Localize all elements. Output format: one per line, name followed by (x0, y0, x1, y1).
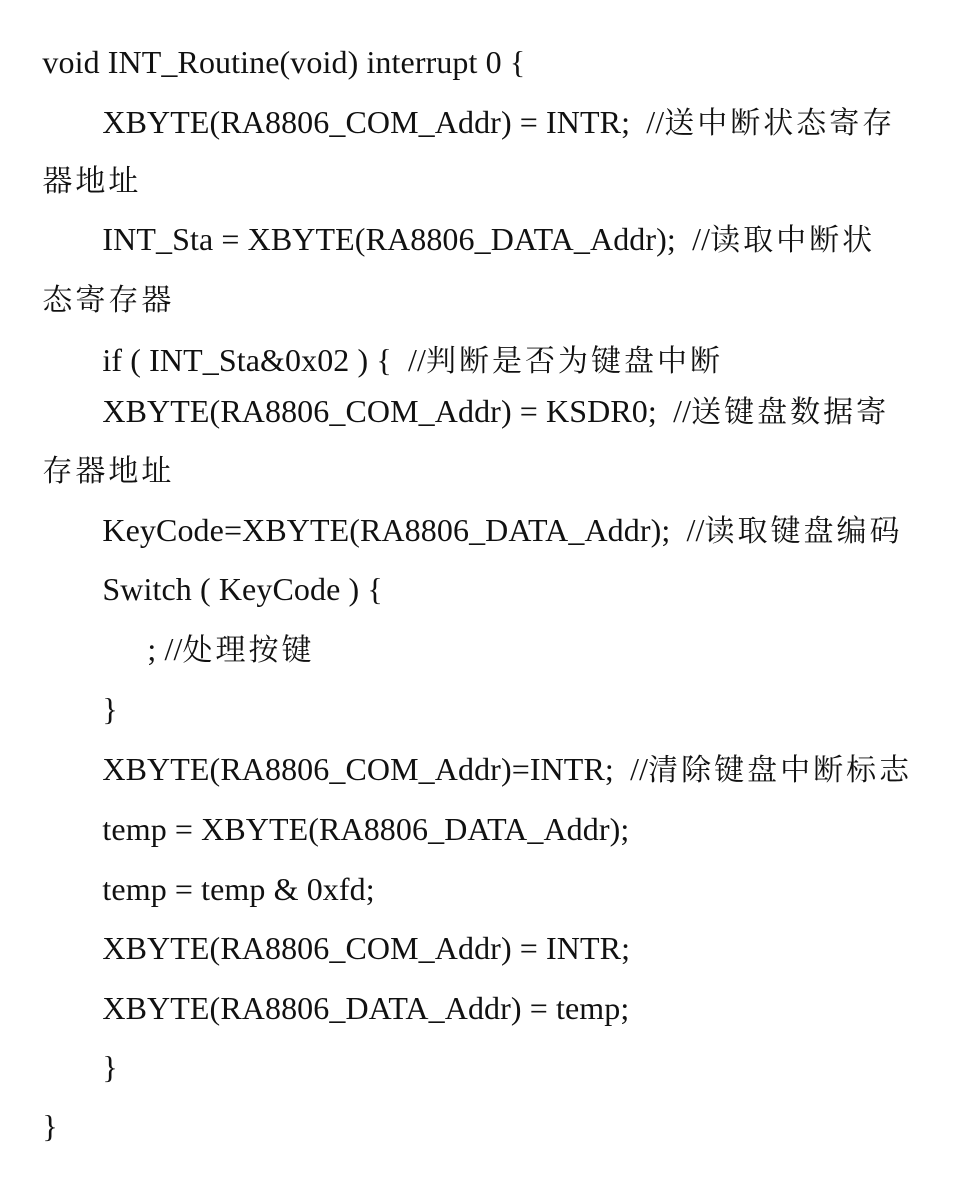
code-text: } (42, 1108, 58, 1144)
code-text: KeyCode=XBYTE(RA8806_DATA_Addr); // (102, 512, 705, 548)
code-text: XBYTE(RA8806_COM_Addr)=INTR; // (102, 751, 649, 787)
code-text: } (102, 1049, 118, 1085)
comment-text: 清除键盘中断标志 (648, 753, 913, 788)
code-line-send-key-data-register (70, 351, 889, 473)
code-text: } (102, 691, 118, 727)
code-line-close-if (70, 1007, 118, 1127)
comment-text: 存器地址 (42, 454, 175, 489)
code-text: XBYTE(RA8806_COM_Addr) = KSDR0; // (102, 393, 692, 429)
code-line-close-function (10, 1066, 58, 1186)
code-line-write-temp (70, 948, 629, 1068)
code-text: XBYTE(RA8806_COM_Addr) = INTR; (102, 930, 631, 966)
comment-text: 器地址 (42, 164, 142, 199)
comment-text: 送中断状态寄存 (664, 106, 896, 141)
code-text: XBYTE(RA8806_COM_Addr) = INTR; // (102, 104, 665, 140)
comment-text: 处理按键 (182, 633, 315, 668)
code-text: temp = temp & 0xfd; (102, 871, 375, 907)
comment-text: 态寄存器 (42, 283, 175, 318)
code-line-handle-key (115, 589, 314, 711)
code-text: if ( INT_Sta&0x02 ) { // (102, 342, 426, 378)
comment-text: 读取键盘编码 (704, 514, 903, 549)
code-text: Switch ( KeyCode ) { (102, 571, 383, 607)
code-text: void INT_Routine(void) interrupt 0 { (42, 44, 526, 80)
code-text: ; // (147, 631, 183, 667)
comment-text: 送键盘数据寄 (691, 395, 890, 430)
code-text: temp = XBYTE(RA8806_DATA_Addr); (102, 811, 630, 847)
code-text: INT_Sta = XBYTE(RA8806_DATA_Addr); // (102, 221, 711, 257)
code-line-read-status (70, 179, 875, 301)
code-text: XBYTE(RA8806_DATA_Addr) = temp; (102, 990, 630, 1026)
comment-text: 判断是否为键盘中断 (426, 344, 723, 379)
comment-text: 读取中断状 (710, 223, 876, 258)
code-line-send-status-register (70, 62, 895, 184)
